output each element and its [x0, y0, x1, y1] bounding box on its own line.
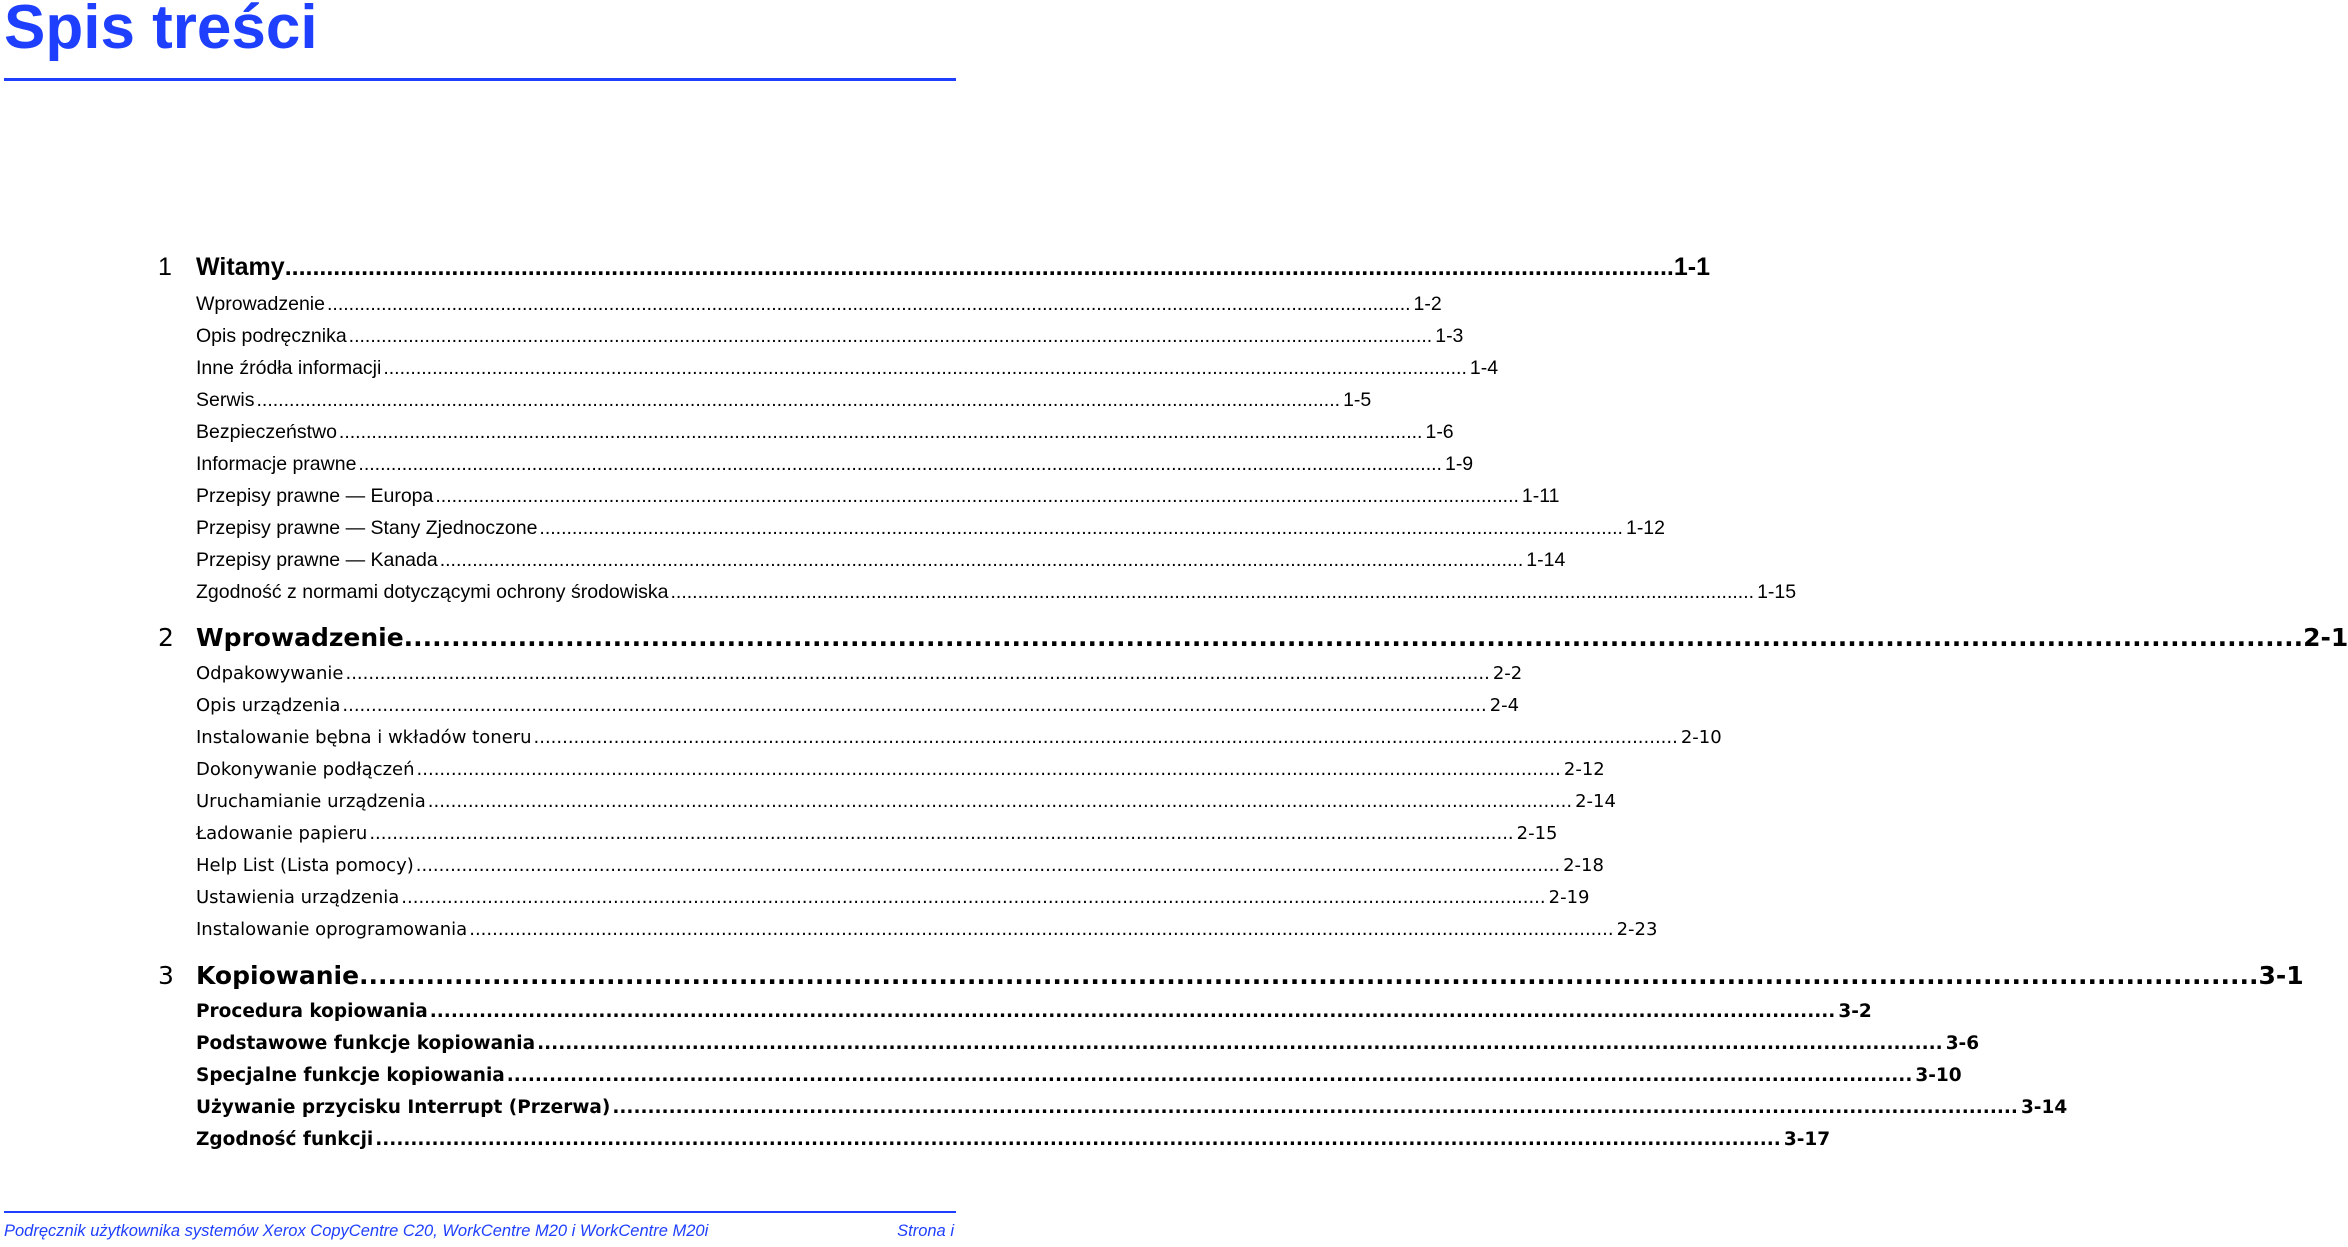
entry-title: Procedura kopiowania: [196, 1001, 428, 1022]
dot-leader: ........................................................................................................................................................................................................: [612, 1097, 2018, 1118]
chapter-page: 1-1: [1673, 253, 1710, 281]
entry-page: 2-12: [1563, 759, 1605, 780]
entry-page: 1-3: [1435, 325, 1464, 347]
toc-entry[interactable]: [196, 1033, 1980, 1065]
dot-leader: ........................................................................................................................................................................................................: [416, 759, 1561, 780]
toc-entry[interactable]: [196, 357, 1499, 389]
dot-leader: ........................................................................................................................................................................................................: [326, 293, 1411, 315]
toc-entry[interactable]: [196, 549, 1566, 581]
toc-entry[interactable]: [196, 695, 1520, 727]
toc-entry[interactable]: [196, 759, 1605, 791]
entry-page: 3-17: [1783, 1129, 1831, 1150]
entry-page: 2-4: [1489, 695, 1520, 716]
entry-title: Bezpieczeństwo: [196, 421, 337, 443]
toc-entry[interactable]: [196, 389, 1372, 421]
chapter-number: 3: [158, 961, 174, 990]
toc-entry[interactable]: [196, 485, 1560, 517]
chapter-heading[interactable]: [158, 961, 2304, 1001]
entry-title: Przepisy prawne — Kanada: [196, 549, 438, 571]
entry-page: 2-2: [1492, 663, 1523, 684]
entry-page: 3-2: [1838, 1001, 1872, 1022]
entry-title: Przepisy prawne — Europa: [196, 485, 434, 507]
entry-page: 1-2: [1413, 293, 1442, 315]
dot-leader: ........................................................................................................................................................................................................: [415, 855, 1561, 876]
dot-leader: ........................................................................................................................................................................................................: [670, 581, 1755, 603]
dot-leader: ........................................................................................................................................................................................................: [342, 695, 1487, 716]
dot-leader: ........................................................................................................................................................................................................: [284, 253, 1674, 281]
toc-entry[interactable]: [196, 887, 1590, 919]
dot-leader: ........................................................................................................................................................................................................: [539, 517, 1623, 539]
toc-entry[interactable]: [196, 823, 1558, 855]
entry-title: Opis podręcznika: [196, 325, 347, 347]
chapter-page: 2-1: [2303, 623, 2348, 652]
dot-leader: ........................................................................................................................................................................................................: [506, 1065, 1913, 1086]
entry-title: Uruchamianie urządzenia: [196, 791, 426, 812]
entry-title: Help List (Lista pomocy): [196, 855, 414, 876]
entry-page: 2-15: [1516, 823, 1558, 844]
dot-leader: ........................................................................................................................................................................................................: [435, 485, 1519, 507]
toc-entry[interactable]: [196, 1129, 1831, 1161]
dot-leader: ........................................................................................................................................................................................................: [345, 663, 1490, 684]
entry-title: Inne źródła informacji: [196, 357, 382, 379]
entry-page: 1-9: [1444, 453, 1474, 475]
chapter-3-entries: [196, 1001, 2068, 1161]
toc-entry[interactable]: [196, 421, 1454, 453]
chapter-title: Witamy: [196, 253, 285, 281]
entry-page: 1-12: [1625, 517, 1665, 539]
table-of-contents: [158, 253, 2348, 1161]
toc-entry[interactable]: [196, 1001, 1872, 1033]
chapter-2: [158, 623, 2348, 951]
entry-page: 2-19: [1548, 887, 1590, 908]
entry-title: Dokonywanie podłączeń: [196, 759, 415, 780]
entry-title: Serwis: [196, 389, 255, 411]
entry-title: Podstawowe funkcje kopiowania: [196, 1033, 536, 1054]
dot-leader: ........................................................................................................................................................................................................: [533, 727, 1678, 748]
chapter-heading[interactable]: [158, 253, 1710, 293]
dot-leader: ........................................................................................................................................................................................................: [375, 1129, 1781, 1150]
chapter-heading[interactable]: [158, 623, 2348, 663]
entry-title: Ładowanie papieru: [196, 823, 368, 844]
dot-leader: ........................................................................................................................................................................................................: [338, 421, 1423, 443]
dot-leader: ........................................................................................................................................................................................................: [256, 389, 1341, 411]
entry-title: Przepisy prawne — Stany Zjednoczone: [196, 517, 538, 539]
entry-page: 2-23: [1616, 919, 1658, 940]
entry-page: 2-14: [1575, 791, 1616, 812]
entry-title: Opis urządzenia: [196, 695, 341, 716]
footer-manual-title: Podręcznik użytkownika systemów Xerox CopyCentre C20, WorkCentre M20 i WorkCentre M20i: [4, 1222, 709, 1240]
dot-leader: ........................................................................................................................................................................................................: [537, 1033, 1943, 1054]
entry-page: 3-14: [2020, 1097, 2068, 1118]
dot-leader: ........................................................................................................................................................................................................: [401, 887, 1546, 908]
entry-page: 2-10: [1680, 727, 1722, 748]
footer-page-number: Strona i: [897, 1222, 954, 1240]
entry-title: Używanie przycisku Interrupt (Przerwa): [196, 1097, 611, 1118]
toc-entry[interactable]: [196, 1065, 1962, 1097]
entry-title: Ustawienia urządzenia: [196, 887, 400, 908]
chapter-page: 3-1: [2258, 961, 2304, 990]
dot-leader: ........................................................................................................................................................................................................: [439, 549, 1524, 571]
chapter-title: Kopiowanie: [196, 961, 360, 990]
toc-entry[interactable]: [196, 663, 1523, 695]
page-title: Spis treści: [4, 0, 318, 62]
chapter-1: [158, 253, 1797, 613]
dot-leader: ........................................................................................................................................................................................................: [359, 961, 2259, 990]
entry-page: 2-18: [1563, 855, 1604, 876]
title-rule: [4, 78, 956, 81]
chapter-1-entries: [196, 293, 1797, 613]
toc-entry[interactable]: [196, 791, 1616, 823]
entry-page: 1-4: [1469, 357, 1499, 379]
entry-page: 1-15: [1757, 581, 1797, 603]
dot-leader: ........................................................................................................................................................................................................: [427, 791, 1573, 812]
chapter-2-entries: [196, 663, 1722, 951]
footer-rule: [4, 1211, 956, 1213]
entry-page: 1-14: [1526, 549, 1566, 571]
entry-title: Informacje prawne: [196, 453, 357, 475]
entry-title: Zgodność funkcji: [196, 1129, 374, 1150]
entry-page: 1-6: [1425, 421, 1454, 443]
toc-entry[interactable]: [196, 1097, 2068, 1129]
toc-entry[interactable]: [196, 855, 1604, 887]
dot-leader: ........................................................................................................................................................................................................: [403, 623, 2304, 652]
chapter-3: [158, 961, 2304, 1161]
toc-entry[interactable]: [196, 325, 1464, 357]
entry-title: Zgodność z normami dotyczącymi ochrony środowiska: [196, 581, 669, 603]
toc-entry[interactable]: [196, 727, 1722, 759]
dot-leader: ........................................................................................................................................................................................................: [369, 823, 1514, 844]
entry-title: Wprowadzenie: [196, 293, 325, 315]
chapter-number: 2: [158, 623, 174, 652]
chapter-number: 1: [158, 253, 172, 281]
dot-leader: ........................................................................................................................................................................................................: [348, 325, 1433, 347]
dot-leader: ........................................................................................................................................................................................................: [429, 1001, 1836, 1022]
dot-leader: ........................................................................................................................................................................................................: [383, 357, 1467, 379]
toc-entry[interactable]: [196, 919, 1658, 951]
toc-entry[interactable]: [196, 453, 1474, 485]
toc-entry[interactable]: [196, 581, 1797, 613]
dot-leader: ........................................................................................................................................................................................................: [469, 919, 1614, 940]
entry-page: 3-6: [1945, 1033, 1980, 1054]
entry-title: Specjalne funkcje kopiowania: [196, 1065, 505, 1086]
entry-page: 1-11: [1521, 485, 1560, 507]
toc-entry[interactable]: [196, 293, 1442, 325]
entry-title: Instalowanie bębna i wkładów toneru: [196, 727, 532, 748]
entry-page: 1-5: [1343, 389, 1372, 411]
chapter-title: Wprowadzenie: [196, 623, 404, 652]
entry-title: Odpakowywanie: [196, 663, 344, 684]
entry-page: 3-10: [1915, 1065, 1962, 1086]
dot-leader: ........................................................................................................................................................................................................: [358, 453, 1442, 475]
entry-title: Instalowanie oprogramowania: [196, 919, 468, 940]
toc-entry[interactable]: [196, 517, 1665, 549]
